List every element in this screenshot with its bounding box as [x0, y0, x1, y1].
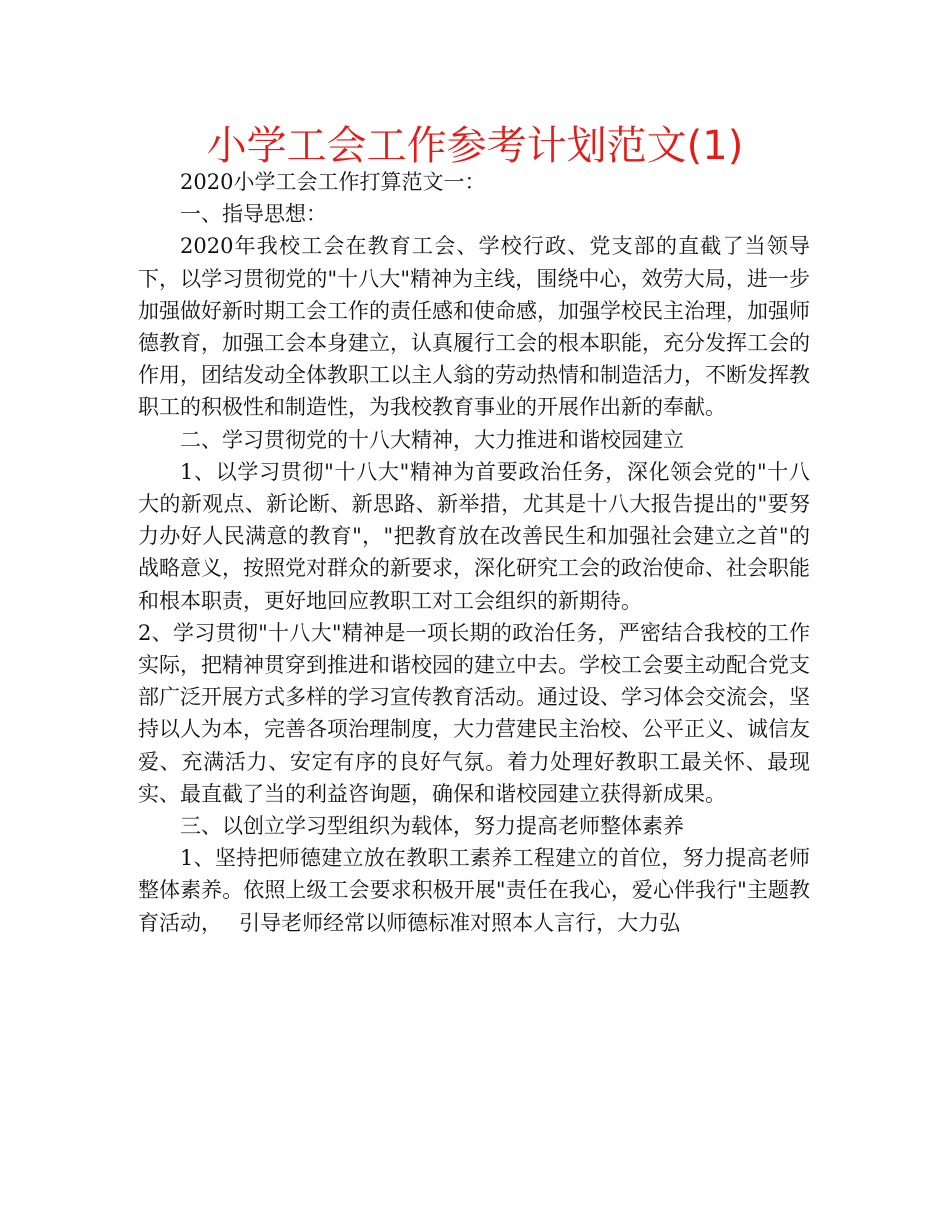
- document-body: [138, 166, 810, 939]
- section-heading-learning-organization: 三、以创立学习型组织为载体，努力提高老师整体素养: [180, 814, 684, 839]
- paragraph-study-item-2: 2、学习贯彻"十八大"精神是一项长期的政治任务，严密结合我校的工作实际，把精神贯穿到推进和谐校园的建立中去。学校工会要主动配合党支部广泛开展方式多样的学习宣传教育活动。通过设、学习体会交流会，坚持以人为本，完善各项治理制度，大力营建民主治校、公平正义、诚信友爱、充满活力、安定有序的良好气氛。着力处理好教职工最关怀、最现实、最直截了当的利益咨询题，确保和谐校园建立获得新成果。: [138, 620, 810, 806]
- section-heading-study-18th: 二、学习贯彻党的十八大精神，大力推进和谐校园建立: [180, 427, 684, 452]
- section-heading-guiding-ideology: 一、指导思想：: [180, 202, 327, 227]
- paragraph-plan-heading: 2020小学工会工作打算范文一：: [180, 170, 486, 194]
- paragraph-study-item-1: 1、以学习贯彻"十八大"精神为首要政治任务，深化领会党的"十八大的新观点、新论断、新思路、新举措，尤其是十八大报告提出的"要努力办好人民满意的教育"，"把教育放在改善民生和加强社会建立之首"的战略意义，按照党对群众的新要求，深化研究工会的政治使命、社会职能和根本职责，更好地回应教职工对工会组织的新期待。: [138, 459, 810, 613]
- paragraph-learning-item-1: 1、坚持把师德建立放在教职工素养工程建立的首位，努力提高老师整体素养。依照上级工会要求积极开展"责任在我心，爱心伴我行"主题教育活动， 引导老师经常以师德标准对照本人言行，大力弘: [138, 846, 810, 935]
- document-title: 小学工会工作参考计划范文(1): [206, 123, 744, 169]
- paragraph-guiding-ideology: 2020年我校工会在教育工会、学校行政、党支部的直截了当领导下，以学习贯彻党的"十八大"精神为主线，围绕中心，效劳大局，进一步加强做好新时期工会工作的责任感和使命感，加强学校民主治理，加强师德教育，加强工会本身建立，认真履行工会的根本职能，充分发挥工会的作用，团结发动全体教职工以主人翁的劳动热情和制造活力，不断发挥教职工的积极性和制造性，为我校教育事业的开展作出新的奉献。: [138, 234, 810, 420]
